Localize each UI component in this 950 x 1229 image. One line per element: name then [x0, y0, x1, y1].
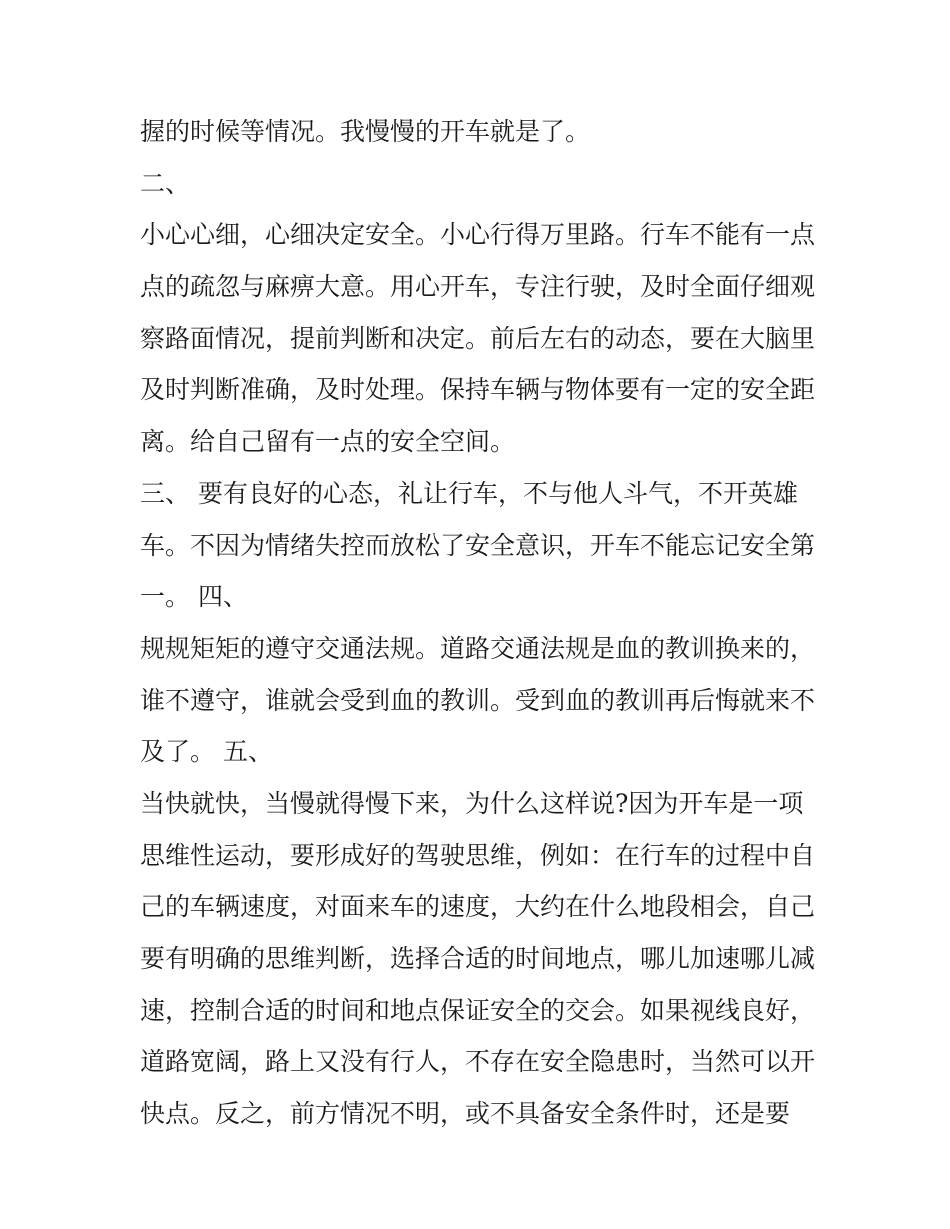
text-line: 规规矩矩的遵守交通法规。道路交通法规是血的教训换来的， — [140, 633, 816, 663]
text-line: 及时判断准确，及时处理。保持车辆与物体要有一定的安全距 — [140, 375, 816, 405]
text-line: 点的疏忽与麻痹大意。用心开车，专注行驶，及时全面仔细观 — [140, 272, 816, 302]
text-line: 要有明确的思维判断，选择合适的时间地点，哪儿加速哪儿减 — [140, 944, 816, 973]
text-line: 三、 要有良好的心态，礼让行车，不与他人斗气，不开英雄 — [140, 478, 798, 508]
text-line: 察路面情况，提前判断和决定。前后左右的动态，要在大脑里 — [140, 323, 816, 353]
text-line: 思维性运动，要形成好的驾驶思维，例如：在行车的过程中自 — [140, 840, 816, 870]
text-line: 当快就快，当慢就得慢下来，为什么这样说?因为开车是一项 — [140, 788, 804, 818]
text-line: 小心心细，心细决定安全。小心行得万里路。行车不能有一点 — [140, 220, 816, 250]
text-line: 一。 四、 — [140, 582, 248, 612]
section-heading: 二、 — [140, 168, 191, 198]
text-line: 道路宽阔，路上又没有行人，不存在安全隐患时，当然可以开 — [140, 1047, 816, 1077]
document-body — [140, 106, 840, 1140]
text-line: 及了。 五、 — [140, 737, 273, 767]
text-line: 己的车辆速度，对面来车的速度，大约在什么地段相会，自己 — [140, 892, 816, 922]
text-line: 握的时候等情况。我慢慢的开车就是了。 — [140, 117, 591, 146]
text-line: 离。给自己留有一点的安全空间。 — [140, 427, 516, 457]
text-line: 车。不因为情绪失控而放松了安全意识，开车不能忘记安全第 — [140, 530, 816, 560]
text-line: 速，控制合适的时间和地点保证安全的交会。如果视线良好， — [140, 995, 816, 1025]
text-line: 谁不遵守，谁就会受到血的教训。受到血的教训再后悔就来不 — [140, 685, 816, 715]
text-line: 快点。反之，前方情况不明，或不具备安全条件时，还是要 — [140, 1099, 791, 1129]
